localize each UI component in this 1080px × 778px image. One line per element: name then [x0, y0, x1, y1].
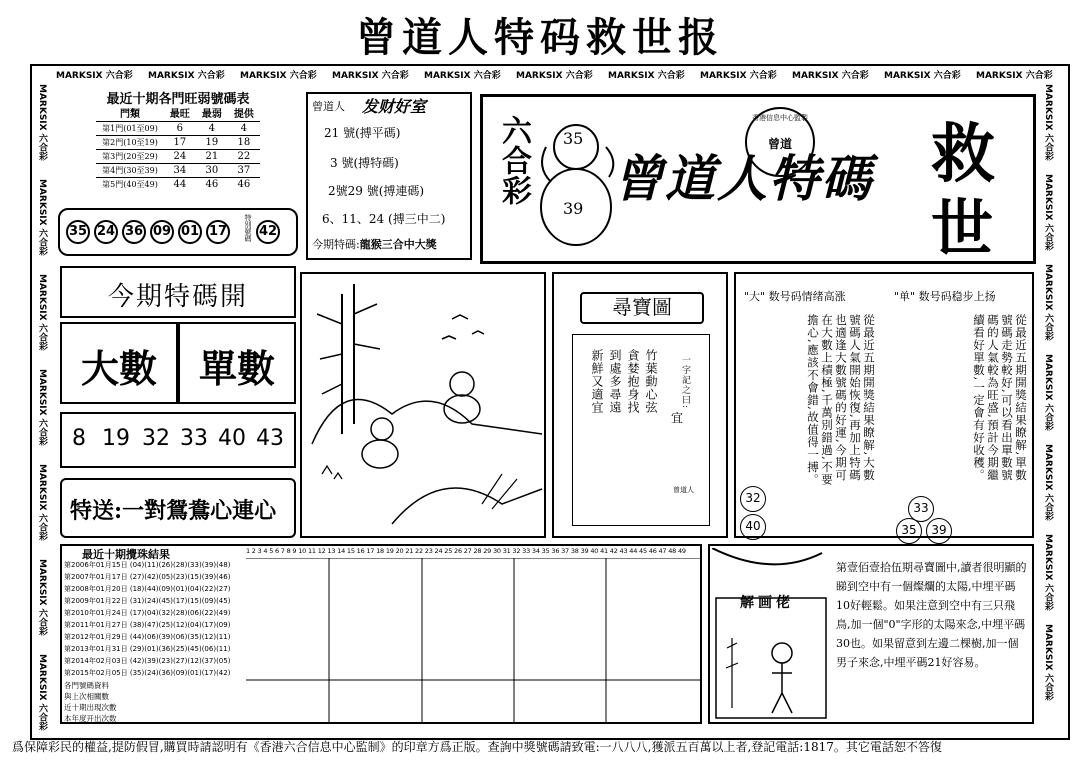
table-cell: 18 [237, 137, 251, 148]
table-cell: 30 [205, 165, 219, 176]
comic-text: 第壹佰壹拾伍期尋寶圖中,讀者很明顯的睇到空中有一個燦爛的太陽,中埋平碼10好輕鬆。如果注意到空中有三只飛鳥,加一個"0"字形的太陽來念,中埋平碼30也。如果留意到左邊二棵樹,加一個男子來念,中埋平碼21好容易。 [836, 561, 1027, 669]
seal-text: 香港信息中心監製 [752, 114, 808, 122]
marksix-right-strip [1040, 84, 1056, 734]
table-cell: 17 [173, 137, 187, 148]
gift-box [60, 478, 296, 538]
fortune-heading-big: 发财好室 [362, 97, 427, 116]
draw-dot-grid [246, 558, 700, 722]
lucky-ball: 35 [66, 220, 90, 244]
treasure-box [552, 272, 728, 538]
treasure-poem-line: 貪婪抱身找 [626, 349, 640, 414]
number-strip-box [60, 412, 296, 468]
table-cell: 37 [237, 165, 251, 176]
marksix-left-strip [34, 84, 50, 734]
gourd-number-top: 35 [563, 129, 584, 148]
strip-number: 19 [102, 426, 130, 451]
marksix-logo: MARKSIX 六合彩 [608, 71, 685, 81]
banner-liuhecai: 六合彩 [496, 115, 531, 205]
draw-results-box [60, 544, 702, 724]
banner-jiu: 救 [931, 117, 995, 192]
hot-cold-title: 最近十期各門旺弱號碼表 [106, 92, 250, 107]
marksix-logo: MARKSIX 六合彩 [1043, 534, 1053, 611]
table-cell: 第3門(20至29) [102, 152, 158, 161]
panda-bamboo-illustration [302, 274, 544, 536]
marksix-logo: MARKSIX 六合彩 [1043, 174, 1053, 251]
puzzle-drawing-box [300, 272, 546, 538]
odd-trend-title: "单" 数号码稳步上扬 [894, 290, 996, 303]
table-cell: 46 [205, 179, 219, 190]
table-cell: 22 [237, 151, 251, 162]
marksix-logo: MARKSIX 六合彩 [884, 71, 961, 81]
table-cell: 第2門(10至19) [102, 138, 158, 147]
marksix-logo: MARKSIX 六合彩 [37, 369, 47, 446]
marksix-logo: MARKSIX 六合彩 [332, 71, 409, 81]
lucky-ball: 36 [122, 220, 146, 244]
fortune-line: 3 號(搏特碼) [330, 156, 399, 170]
trend-ball: 33 [908, 496, 934, 522]
fortune-heading-small: 曾道人 [312, 100, 345, 113]
marksix-logo: MARKSIX 六合彩 [37, 559, 47, 636]
fortune-line: 2號29 號(搏連碼) [328, 184, 425, 198]
trend-ball: 35 [896, 518, 922, 544]
lucky-ball: 17 [206, 220, 230, 244]
odd-number-box [178, 322, 296, 404]
marksix-logo: MARKSIX 六合彩 [424, 71, 501, 81]
trend-ball: 32 [740, 486, 766, 512]
odd-trend-text: 從最近五期開獎結果瞭解,單數號碼走勢較好,可以看出單數號碼的人氣較為旺盛,預計今期繼續看好單數,一定會有好收穫。 [972, 314, 1028, 482]
table-header: 最旺 [169, 109, 190, 120]
banner [480, 94, 1036, 264]
table-cell: 第5門(40至49) [102, 180, 158, 189]
treasure-poem-line: 竹葉動心弦 [644, 349, 658, 414]
strip-number: 32 [142, 426, 170, 451]
big-trend-box [734, 272, 1034, 538]
summary-label: 本年度开出次数 [64, 714, 117, 723]
draw-row: 第2007年01月17日 (27)(42)(05)(23)(15)(39)(46) [64, 573, 231, 581]
marksix-logo: MARKSIX 六合彩 [700, 71, 777, 81]
strip-number: 8 [72, 426, 86, 451]
draw-row: 第2009年01月22日 (31)(24)(45)(17)(15)(09)(45) [64, 597, 231, 605]
marksix-logo: MARKSIX 六合彩 [792, 71, 869, 81]
strip-number: 33 [180, 426, 208, 451]
draw-row: 第2012年01月29日 (44)(06)(39)(06)(35)(12)(11) [64, 633, 231, 641]
marksix-logo: MARKSIX 六合彩 [1043, 354, 1053, 431]
marksix-logo: MARKSIX 六合彩 [148, 71, 225, 81]
fortune-line: 21 號(搏平碼) [324, 126, 401, 140]
lucky-ball: 01 [178, 220, 202, 244]
tiema-open-box [60, 266, 296, 318]
marksix-logo: MARKSIX 六合彩 [516, 71, 593, 81]
table-cell: 24 [173, 151, 187, 162]
banner-main-text: 曾道人特碼 [613, 149, 873, 208]
trend-ball: 40 [740, 514, 766, 540]
treasure-stamp: 曾道人 [673, 486, 694, 494]
lucky-ball: 24 [94, 220, 118, 244]
marksix-logo: MARKSIX 六合彩 [1043, 84, 1053, 161]
hot-cold-table [96, 108, 260, 191]
table-cell: 34 [173, 165, 187, 176]
strip-number: 43 [256, 426, 284, 451]
marksix-logo: MARKSIX 六合彩 [37, 274, 47, 351]
table-row [96, 164, 260, 178]
lucky-balls-strip [58, 208, 298, 256]
fortune-today-special: 今期特碼:龍猴三合中大獎 [312, 238, 437, 251]
marksix-logo: MARKSIX 六合彩 [37, 464, 47, 541]
marksix-logo: MARKSIX 六合彩 [1043, 624, 1053, 701]
treasure-note-word: 宜 [671, 411, 684, 425]
marksix-logo: MARKSIX 六合彩 [56, 71, 133, 81]
summary-label: 近十期出現次數 [64, 703, 117, 712]
strip-number: 40 [218, 426, 246, 451]
marksix-logo: MARKSIX 六合彩 [37, 84, 47, 161]
tiema-open-title: 今期特碼開 [107, 282, 248, 312]
seal-center: 曾道 [767, 137, 792, 151]
table-cell: 第1門(01至09) [102, 124, 158, 133]
draw-row: 第2013年01月31日 (29)(01)(36)(25)(45)(06)(11) [64, 645, 231, 653]
comic-illustration [712, 548, 832, 720]
draw-row: 第2011年01月27日 (38)(47)(25)(12)(04)(17)(09) [64, 621, 231, 629]
treasure-title: 尋寶圖 [580, 292, 704, 324]
comic-box [708, 544, 1034, 724]
big-trend-title: "大" 数号码情绪高涨 [744, 290, 846, 303]
gourd-number-bottom: 39 [563, 199, 584, 218]
table-cell: 4 [240, 123, 248, 134]
table-cell: 第4門(30至39) [102, 166, 158, 175]
draw-row: 第2014年02月03日 (42)(39)(23)(27)(12)(37)(05) [64, 657, 231, 665]
treasure-poem-line: 新鮮又適宜 [590, 349, 604, 414]
treasure-poem-line: 到處多尋遠 [608, 349, 622, 414]
masthead-title: 曾道人特码救世报 [356, 14, 724, 61]
table-cell: 4 [208, 123, 216, 134]
draw-rows [64, 560, 246, 680]
table-row [96, 178, 260, 192]
table-header-row [96, 108, 260, 122]
table-header: 最弱 [201, 109, 222, 120]
hot-cold-table-box [60, 92, 296, 202]
big-number-label: 大數 [80, 346, 157, 391]
big-trend-text: 從最近五期開獎結果瞭解,大數號碼人氣開始恢復,再加上特碼也適逢大數號碼的好運,今期可在大數上積極,千萬別錯過,不要擔心,應該不會錯,故值得一搏。 [806, 314, 876, 486]
special-ball: 42 [256, 220, 280, 244]
table-cell: 21 [205, 151, 219, 162]
table-header: 門類 [119, 109, 140, 120]
fortune-box [306, 92, 472, 260]
fortune-line: 6、11、24 (搏三中二) [322, 212, 446, 226]
marksix-logo: MARKSIX 六合彩 [37, 179, 47, 256]
treasure-note: 一字記之曰: [680, 355, 690, 410]
table-row [96, 150, 260, 164]
footer-notice: 爲保障彩民的權益,提防假冒,購買時請認明有《香港六合信息中心監制》的印章方爲正版。查詢中獎號碼請致電:一八八八,獲派五百萬以上者,登記電話:1817。其它電話恕不答復 [12, 740, 942, 754]
summary-label: 各門號碼資料 [64, 681, 109, 690]
draw-results-title: 最近十期攪珠結果 [82, 548, 170, 561]
treasure-scroll [572, 334, 710, 526]
draw-row: 第2008年01月20日 (18)(44)(09)(01)(04)(22)(27) [64, 585, 231, 593]
draw-number-header: 1 2 3 4 5 6 7 8 9 10 11 12 13 14 15 16 17 18 19 20 21 22 23 24 25 26 27 28 29 30 31 32 33 34 35 36 37 38 39 40 41 42 43 44 45 46 47 48 49 [246, 547, 686, 555]
draw-summary-labels [64, 680, 246, 724]
summary-label: 與上次相關數 [64, 692, 109, 701]
draw-row: 第2006年01月15日 (04)(11)(26)(28)(33)(39)(48) [64, 561, 231, 569]
marksix-logo: MARKSIX 六合彩 [1043, 264, 1053, 341]
marksix-top-strip [56, 68, 1053, 82]
marksix-logo: MARKSIX 六合彩 [240, 71, 317, 81]
marksix-logo: MARKSIX 六合彩 [37, 654, 47, 731]
banner-shi: 世 [931, 192, 994, 265]
table-cell: 44 [173, 179, 187, 190]
table-row [96, 122, 260, 136]
marksix-logo: MARKSIX 六合彩 [976, 71, 1053, 81]
table-cell: 19 [205, 137, 219, 148]
draw-row: 第2015年02月05日 (35)(24)(36)(09)(01)(17)(42) [64, 669, 231, 677]
gift-text: 特送:一對鴛鴦心連心 [70, 498, 277, 524]
big-number-box [60, 322, 178, 404]
comic-title: 解画佬 [740, 595, 794, 611]
trend-ball: 39 [926, 518, 952, 544]
lucky-ball: 09 [150, 220, 174, 244]
draw-row: 第2010年01月24日 (17)(04)(32)(28)(06)(22)(49) [64, 609, 231, 617]
table-header: 提供 [233, 109, 254, 120]
table-cell: 46 [237, 179, 251, 190]
table-cell: 6 [176, 123, 184, 134]
marksix-logo: MARKSIX 六合彩 [1043, 444, 1053, 521]
odd-number-label: 單數 [198, 346, 275, 391]
special-ball-label: 特別號碼 [244, 214, 252, 242]
table-row [96, 136, 260, 150]
